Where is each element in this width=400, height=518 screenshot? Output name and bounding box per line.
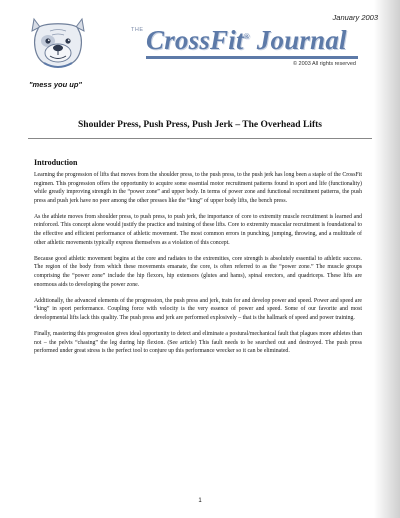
title-divider: [28, 138, 372, 139]
logo-tagline: "mess you up": [29, 80, 82, 89]
paragraph-3: Because good athletic movement begins at the core and radiates to the extremities, core strength is absolutely essential to athletic success. The region of the body from which these movements emanate, the core, is often referred to as the “power zone.” The muscle groups comprising the “power zone” include the hip flexors, hip extensors (glutes and hams), spinal erectors, and quadriceps. These lifts are enormous aids to developing the power zone.: [34, 255, 362, 288]
pitbull-dog-logo-icon: [28, 17, 88, 71]
section-heading: Introduction: [34, 158, 78, 167]
copyright-notice: © 2003 All rights reserved: [292, 61, 356, 67]
masthead-the: THE: [131, 27, 144, 33]
masthead-journal: Journal: [249, 25, 347, 55]
masthead-crossfit: CrossFit: [146, 25, 244, 55]
masthead-title: [146, 25, 347, 56]
page-number: 1: [198, 498, 202, 504]
journal-header: [0, 0, 400, 112]
masthead-underline: [146, 56, 358, 59]
masthead-registered-mark: ®: [243, 32, 250, 41]
issue-date: January 2003: [332, 13, 378, 22]
article-body: [34, 171, 362, 363]
paragraph-2: As the athlete moves from shoulder press, to push press, to push jerk, the importance of core to extremity muscle recruitment is learned and reinforced. This concept alone would justify the practice and training of these lifts. Core to extremity muscular recruitment is foundational to the effective and efficient performance of athletic movement. The most common errors in punching, jumping, throwing, and a multitude of other athletic movements typically express themselves as a violation of this concept.: [34, 213, 362, 246]
article-title: Shoulder Press, Push Press, Push Jerk – The Overhead Lifts: [78, 120, 322, 130]
paragraph-5: Finally, mastering this progression gives ideal opportunity to detect and eliminate a postural/mechanical fault that plagues more athletes than not – the pelvis “chasing” the leg during hip flexion. (See article) This fault needs to be searched out and destroyed. The push press performed under great stress is the perfect tool to conjure up this performance wrecker so it can be eliminated.: [34, 330, 362, 355]
paragraph-1: Learning the progression of lifts that moves from the shoulder press, to the push press, to the push jerk has long been a staple of the CrossFit regimen. This progression offers the opportunity to acquire some essential motor recruitment patterns found in sport and life (functionality) while greatly improving strength in the “power zone” and upper body. In terms of power zone and functional recruitment patterns, the push press and push jerk have no peer among the other presses like the “king” of upper body lifts, the bench press.: [34, 172, 362, 204]
paragraph-4: Additionally, the advanced elements of the progression, the push press and jerk, train for and develop power and speed. Power and speed are “king” in sport performance. Coupling force with velocity is the very essence of power and speed. Some of our favorite and most developmental lifts lack this quality. The push press and jerk are performed explosively – that is the hallmark of speed and power training.: [34, 297, 362, 321]
